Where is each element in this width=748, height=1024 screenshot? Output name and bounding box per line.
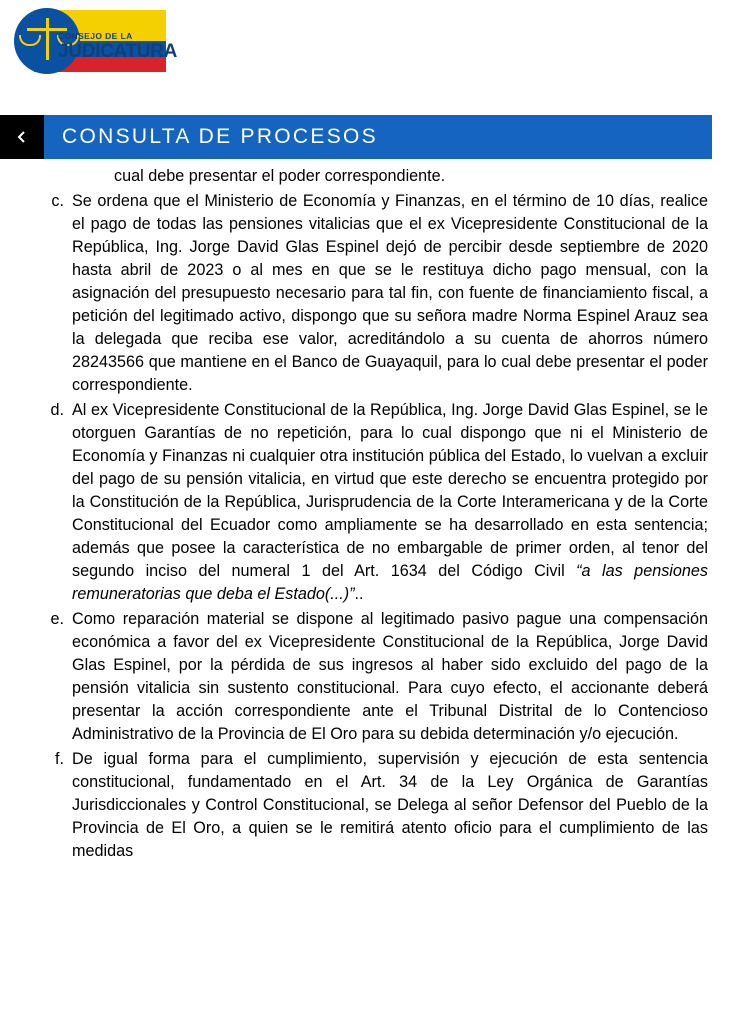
list-item	[44, 748, 708, 863]
paragraph-continuation: cual debe presentar el poder correspondiente.	[114, 167, 446, 185]
list-item-marker: f.	[55, 750, 64, 768]
chevron-left-icon	[15, 130, 29, 144]
list-item	[44, 399, 708, 606]
list-item-text: Se ordena que el Ministerio de Economía y Finanzas, en el término de 10 días, realice el pago de todas las pensiones vitalicias que el ex Vicepresidente Constitucional de la República, Ing. Jorge David Glas Espinel dejó de percibir desde septiembre de 2020 hasta abril de 2023 o al mes en que se le restituya dicho pago mensual, con la asignación del presupuesto necesario para tal fin, con fuente de financiamiento fiscal, a petición del legitimado activo, dispongo que su señora madre Norma Espinel Arauz sea la delegada que reciba ese valor, acreditándolo a su cuenta de ahorros número 28243566 que mantiene en el Banco de Guayaquil, para lo cual debe presentar el poder correspondiente.	[72, 192, 708, 394]
list-item-text-main: Al ex Vicepresidente Constitucional de la República, Ing. Jorge David Glas Espinel, se le otorguen Garantías de no repetición, para lo cual dispongo que ni el Ministerio de Economía y Finanzas ni cualquier otra institución pública del Estado, lo vuelvan a excluir del pago de su pensión vitalicia, en virtud que este derecho se encuentra protegido por la Constitución de la República, Jurisprudencia de la Corte Interamericana y de la Corte Constitucional del Ecuador como ampliamente se ha desarrollado en esta sentencia; además que posee la característica de no embargable de primer orden, al tenor del segundo inciso del numeral 1 del Art. 1634 del Código Civil	[72, 401, 708, 580]
list-item	[44, 190, 708, 397]
list-item-quote: “a las pensiones remuneratorias que deba el Estado(...)”	[72, 562, 708, 603]
consejo-judicatura-logo	[14, 8, 178, 100]
list-item-text-tail: ..	[354, 585, 364, 603]
list-item-text: Como reparación material se dispone al legitimado pasivo pague una compensación económica a favor del ex Vicepresidente Constitucional de la República, Jorge David Glas Espinel, por la pérdida de sus ingresos al haber sido excluido del pago de la pensión vitalicia sin sustento constitucional. Para cuyo efecto, el accionante deberá presentar la acción correspondiente ante el Tribunal Distrital de lo Contencioso Administrativo de la Provincia de El Oro para su debida determinación y/o ejecución.	[72, 610, 708, 743]
list-item-marker: d.	[50, 401, 64, 419]
scale-pan-left-icon	[19, 35, 41, 46]
document-logo-header	[0, 0, 748, 115]
logo-wordmark	[58, 31, 178, 62]
list-item-text	[72, 399, 708, 606]
app-titlebar	[0, 115, 748, 159]
document-content	[0, 159, 748, 865]
page-title: CONSULTA DE PROCESOS	[62, 125, 378, 148]
logo-line-1: CONSEJO DE LA	[58, 31, 133, 41]
logo-line-2: JUDICATURA	[58, 40, 178, 62]
list-item-marker: c.	[51, 192, 64, 210]
back-button[interactable]	[0, 115, 44, 159]
list-item	[44, 608, 708, 746]
titlebar-right-gap	[712, 115, 748, 159]
list-item-marker: e.	[50, 610, 64, 628]
list-item-text: De igual forma para el cumplimiento, supervisión y ejecución de esta sentencia constitucional, fundamentado en el Art. 34 de la Ley Orgánica de Garantías Jurisdiccionales y Control Constitucional, se Delega al señor Defensor del Pueblo de la Provincia de El Oro, a quien se le remitirá atento oficio para el cumplimiento de las medidas	[72, 750, 708, 860]
